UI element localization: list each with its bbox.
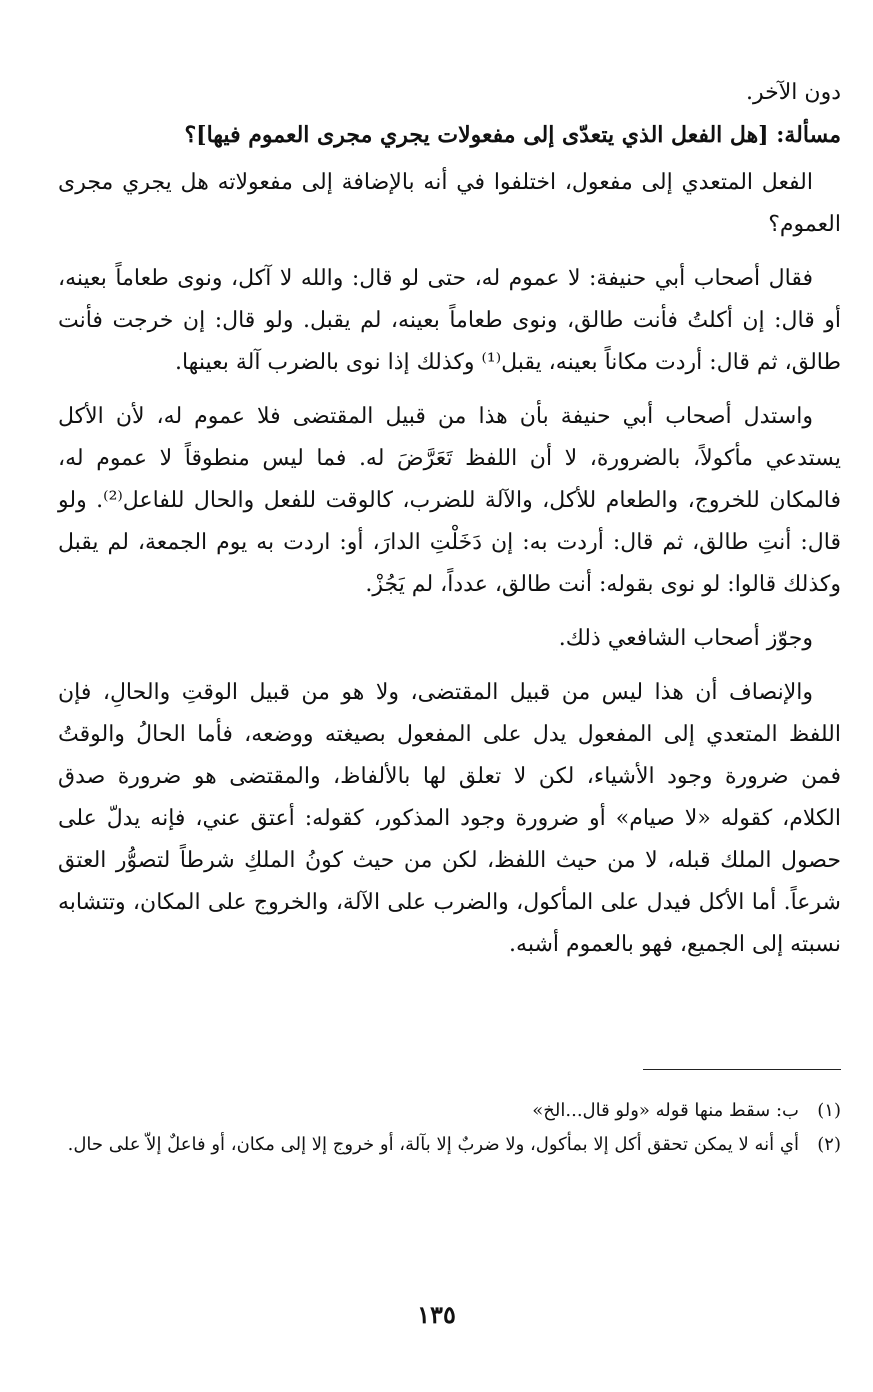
paragraph: والإنصاف أن هذا ليس من قبيل المقتضى، ولا هو من قبيل الوقتِ والحالِ، فإن اللفظ المتعدي إلى المفعول يدل على المفعول بصيغته ووضعه، فأما الحالُ والوقتُ فمن ضرورة وجود الأشياء، لكن لا تعلق لها بالألفاظ، والمقتضى هو ضرورة صدق الكلام، كقوله «لا صيام» أو ضرورة وجود المذكور، كقوله: أعتق عني، فإنه يدلّ على حصول الملك قبله، لا من حيث اللفظ، لكن من حيث كونُ الملكِ شرطاً لتصوُّر العتق شرعاً. أما الأكل فيدل على المأكول، والضرب على الآلة، والخروج على المكان، وتتشابه نسبته إلى الجميع، فهو بالعموم أشبه.	[58, 680, 841, 957]
footnote	[58, 1094, 841, 1128]
footnote-text: ب: سقط منها قوله «ولو قال...الخ»	[532, 1100, 799, 1121]
footnote-divider	[643, 1069, 841, 1070]
paragraph: واستدل أصحاب أبي حنيفة بأن هذا من قبيل المقتضى فلا عموم له، لأن الأكل يستدعي مأكولاً، بالضرورة، لا أن اللفظ تَعَرَّضَ له. فما ليس منطوقاً لا عموم له، فالمكان للخروج، والطعام للأكل، والآلة للضرب، كالوقت للفعل والحال للفاعل⁽²⁾. ولو قال: أنتِ طالق، ثم قال: أردت به: إن دَخَلْتِ الدارَ، أو: اردت به يوم الجمعة، لم يقبل وكذلك قالوا: لو نوى بقوله: أنت طالق، عدداً، لم يَجُزْ.	[58, 404, 841, 597]
page-number: ١٣٥	[417, 1300, 456, 1329]
section-heading: مسألة: [هل الفعل الذي يتعدّى إلى مفعولات يجري مجرى العموم فيها]؟	[184, 122, 841, 148]
footnote-text: أي أنه لا يمكن تحقق أكل إلا بمأكول، ولا ضربٌ إلا بآلة، أو خروج إلا إلى مكان، أو فاعلٌ إلاّ على حال.	[67, 1134, 799, 1155]
main-text	[58, 72, 841, 978]
paragraph: وجوّز أصحاب الشافعي ذلك.	[558, 626, 813, 651]
paragraph: الفعل المتعدي إلى مفعول، اختلفوا في أنه بالإضافة إلى مفعولاته هل يجري مجرى العموم؟	[58, 170, 841, 237]
footnote-number: (٢)	[817, 1134, 841, 1155]
footnote	[58, 1128, 841, 1162]
footnotes	[58, 1094, 841, 1162]
opening-line: دون الآخر.	[746, 80, 841, 105]
footnote-number: (١)	[817, 1100, 841, 1121]
paragraph: فقال أصحاب أبي حنيفة: لا عموم له، حتى لو قال: والله لا آكل، ونوى طعاماً بعينه، أو قال: إن أكلتُ فأنت طالق، ونوى طعاماً بعينه، لم يقبل. ولو قال: إن خرجت فأنت طالق، ثم قال: أردت مكاناً بعينه، يقبل⁽¹⁾ وكذلك إذا نوى بالضرب آلة بعينها.	[58, 266, 841, 375]
